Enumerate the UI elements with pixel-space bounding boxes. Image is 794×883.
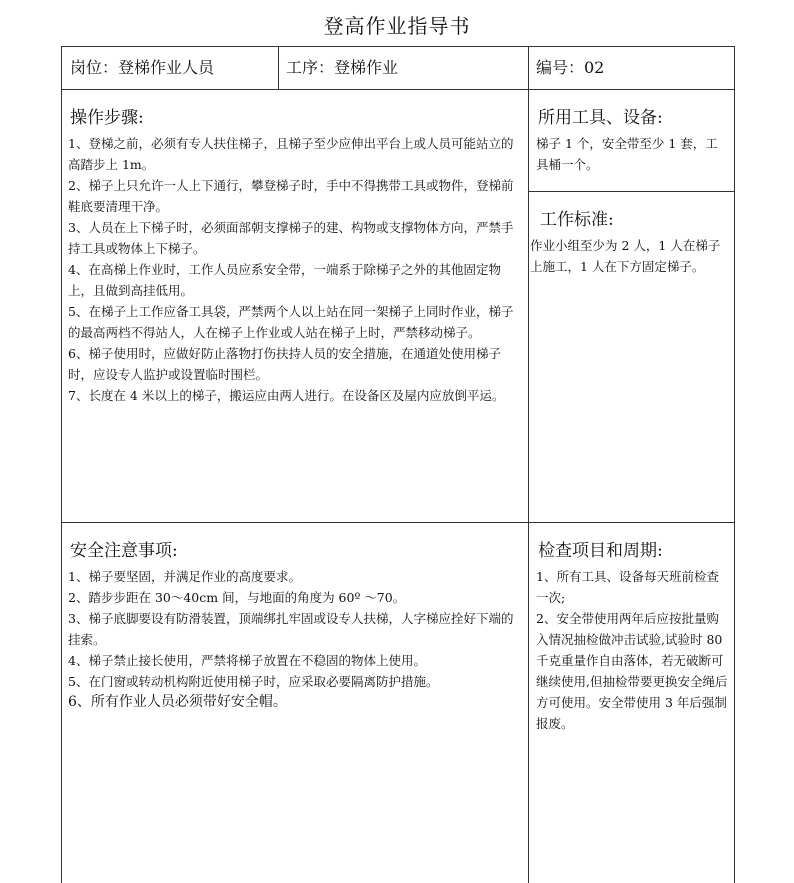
list-item: 6、梯子使用时，应做好防止落物打伤扶持人员的安全措施，在通道处使用梯子时，应设专人监护或设置临时围栏。	[68, 346, 501, 382]
tools-divider	[528, 191, 734, 192]
list-item: 5、在梯子上工作应备工具袋，严禁两个人以上站在同一架梯子上同时作业，梯子的最高两档不得站人，人在梯子上作业或人站在梯子上时，严禁移动梯子。	[68, 304, 514, 340]
list-item: 6、所有作业人员必须带好安全帽。	[68, 694, 287, 710]
process-field: 工序：登梯作业	[286, 58, 399, 77]
list-item: 1、登梯之前，必须有专人扶住梯子，且梯子至少应伸出平台上或人员可能站立的高踏步上 1m。	[68, 136, 514, 172]
section-divider	[62, 522, 734, 523]
list-item: 1、梯子要坚固，并满足作业的高度要求。	[68, 569, 301, 584]
tools-text: 梯子 1 个，安全带至少 1 套，工具桶一个。	[536, 136, 718, 172]
safety-list	[68, 566, 524, 713]
page-title: 登高作业指导书	[323, 14, 471, 38]
list-item: 4、在高梯上作业时，工作人员应系安全带，一端系于除梯子之外的其他固定物上，且做到高挂低用。	[68, 262, 501, 298]
list-item: 7、长度在 4 米以上的梯子，搬运应由两人进行。在设备区及屋内应放倒平运。	[68, 388, 505, 403]
standard-title: 工作标准:	[540, 210, 614, 230]
tools-title: 所用工具、设备:	[538, 108, 663, 128]
post-field: 岗位：登梯作业人员	[70, 58, 215, 77]
list-item: 4、梯子禁止接长使用，严禁将梯子放置在不稳固的物体上使用。	[68, 653, 426, 668]
steps-title: 操作步骤:	[70, 108, 144, 128]
inspection-title: 检查项目和周期:	[538, 541, 663, 561]
list-item: 3、人员在上下梯子时，必须面部朝支撑梯子的建、构物或支撑物体方向，严禁手持工具或物体上下梯子。	[68, 220, 514, 256]
safety-title: 安全注意事项:	[70, 541, 178, 561]
header-row	[62, 47, 734, 90]
inspection-list	[536, 566, 730, 734]
list-item: 3、梯子底脚要设有防滑装置，顶端绑扎牢固或设专人扶梯，人字梯应拴好下端的挂索。	[68, 611, 514, 647]
list-item: 2、踏步步距在 30～40cm 间，与地面的角度为 60º ～70。	[68, 590, 406, 605]
steps-list	[68, 133, 524, 406]
header-divider	[278, 47, 279, 89]
instruction-sheet	[61, 46, 735, 883]
standard-text: 作业小组至少为 2 人，1 人在梯子上施工，1 人在下方固定梯子。	[530, 238, 721, 274]
list-item: 5、在门窗或转动机构附近使用梯子时，应采取必要隔离防护措施。	[68, 674, 439, 689]
list-item: 2、梯子上只允许一人上下通行，攀登梯子时，手中不得携带工具或物件，登梯前鞋底要清理干净。	[68, 178, 514, 214]
number-field: 编号：02	[536, 58, 605, 77]
list-item: 1、所有工具、设备每天班前检查一次;	[536, 569, 719, 605]
column-divider	[528, 47, 529, 883]
list-item: 2、安全带使用两年后应按批量购入情况抽检做冲击试验,试验时 80 千克重量作自由落体，若无破断可继续使用,但抽检带要更换安全绳后方可使用。安全带使用 3 年后强制报废。	[536, 611, 728, 731]
